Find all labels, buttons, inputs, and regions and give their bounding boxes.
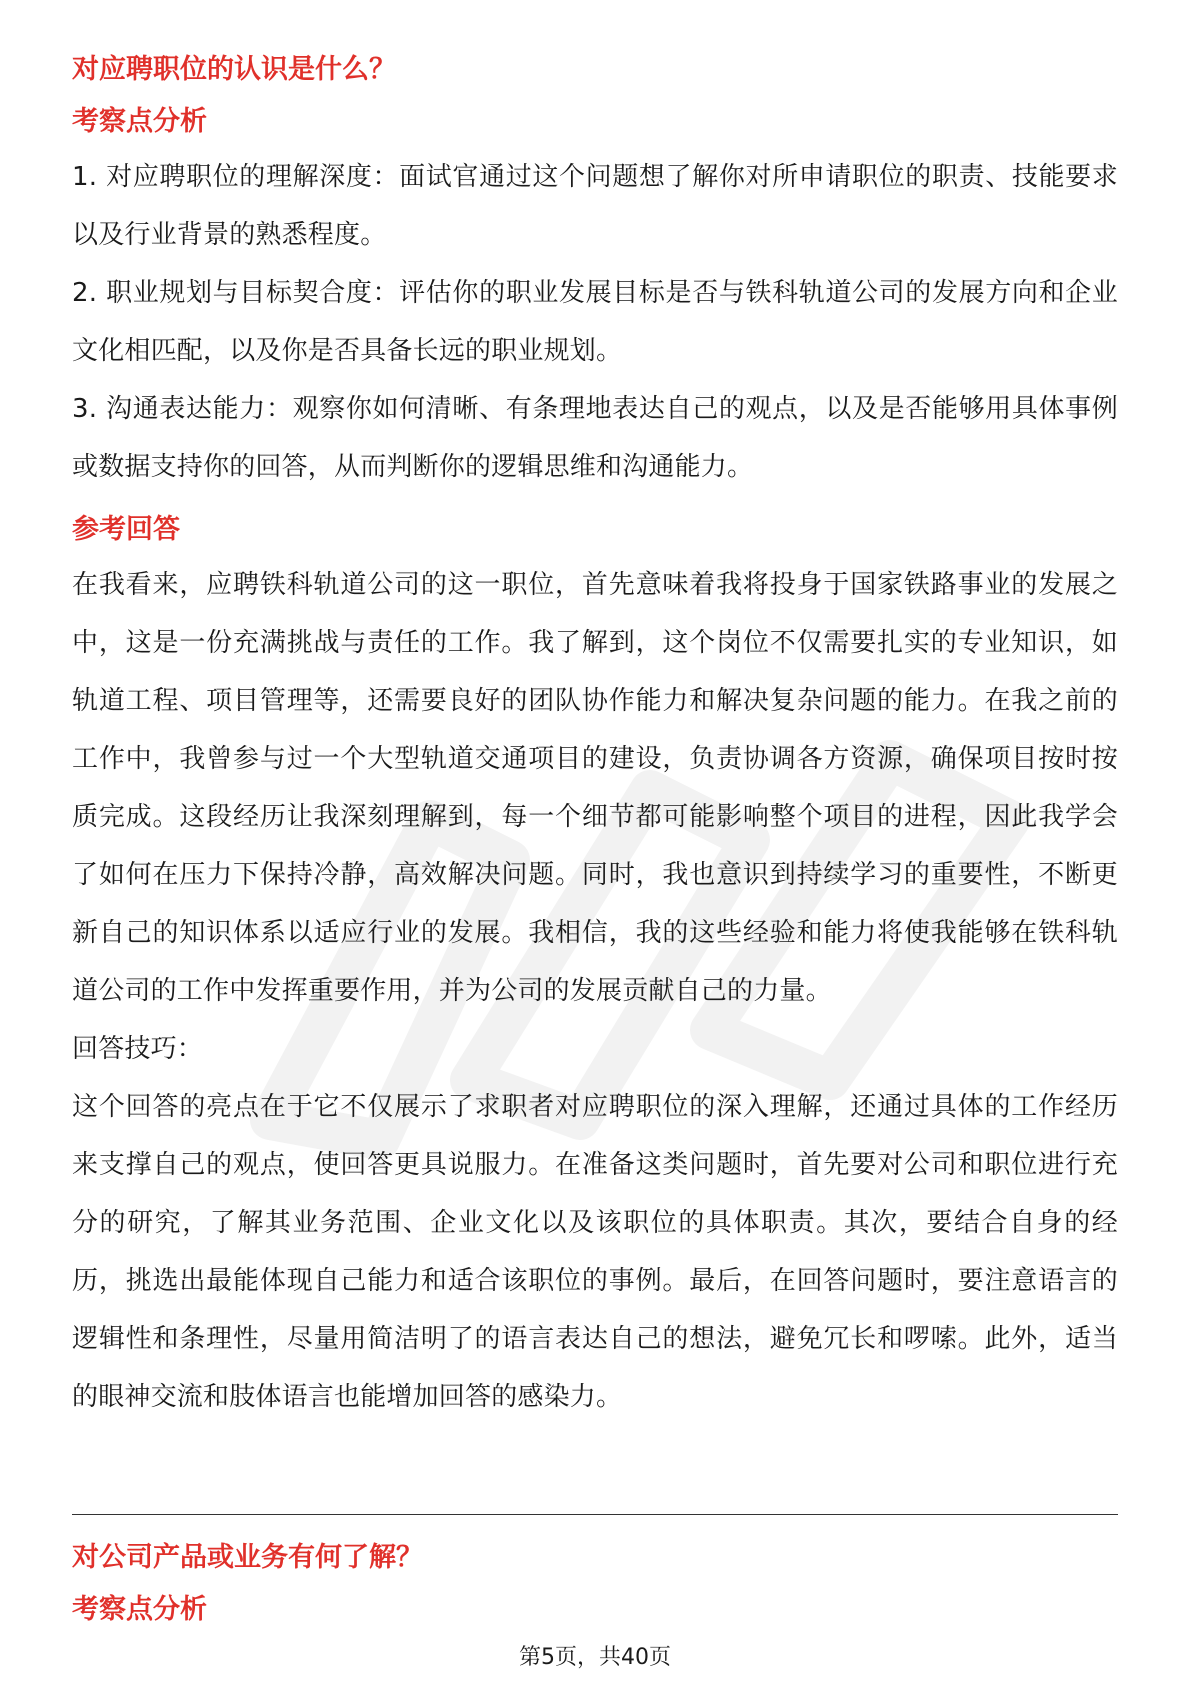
analysis-heading: 考察点分析 [72, 106, 207, 137]
answer-heading: 参考回答 [72, 514, 180, 545]
question-title-2: 对公司产品或业务有何了解？ [72, 1542, 423, 1573]
page-number: 第5页，共40页 [519, 1645, 671, 1670]
tips-paragraph: 这个回答的亮点在于它不仅展示了求职者对应聘职位的深入理解，还通过具体的工作经历来支撑自己的观点，使回答更具说服力。在准备这类问题时，首先要对公司和职位进行充分的研究，了解其业务范围、企业文化以及该职位的具体职责。其次，要结合自身的经历，挑选出最能体现自己能力和适合该职位的事例。最后，在回答问题时，要注意语言的逻辑性和条理性，尽量用简洁明了的语言表达自己的想法，避免冗长和啰嗦。此外，适当的眼神交流和肢体语言也能增加回答的感染力。 [72, 1092, 1118, 1412]
analysis-item-2: 2. 职业规划与目标契合度：评估你的职业发展目标是否与铁科轨道公司的发展方向和企业文化相匹配，以及你是否具备长远的职业规划。 [72, 278, 1118, 366]
section-2 [72, 1538, 1118, 1636]
analysis-heading-2: 考察点分析 [72, 1594, 207, 1625]
tips-label: 回答技巧： [72, 1034, 204, 1064]
question-title: 对应聘职位的认识是什么？ [72, 54, 396, 85]
section-divider [72, 1514, 1118, 1515]
analysis-item-1: 1. 对应聘职位的理解深度：面试官通过这个问题想了解你对所申请职位的职责、技能要求以及行业背景的熟悉程度。 [72, 162, 1118, 250]
section-1 [72, 50, 1118, 1426]
analysis-item-3: 3. 沟通表达能力：观察你如何清晰、有条理地表达自己的观点，以及是否能够用具体事例或数据支持你的回答，从而判断你的逻辑思维和沟通能力。 [72, 394, 1118, 482]
answer-paragraph: 在我看来，应聘铁科轨道公司的这一职位，首先意味着我将投身于国家铁路事业的发展之中，这是一份充满挑战与责任的工作。我了解到，这个岗位不仅需要扎实的专业知识，如轨道工程、项目管理等，还需要良好的团队协作能力和解决复杂问题的能力。在我之前的工作中，我曾参与过一个大型轨道交通项目的建设，负责协调各方资源，确保项目按时按质完成。这段经历让我深刻理解到，每一个细节都可能影响整个项目的进程，因此我学会了如何在压力下保持冷静，高效解决问题。同时，我也意识到持续学习的重要性，不断更新自己的知识体系以适应行业的发展。我相信，我的这些经验和能力将使我能够在铁科轨道公司的工作中发挥重要作用，并为公司的发展贡献自己的力量。 [72, 570, 1118, 1006]
